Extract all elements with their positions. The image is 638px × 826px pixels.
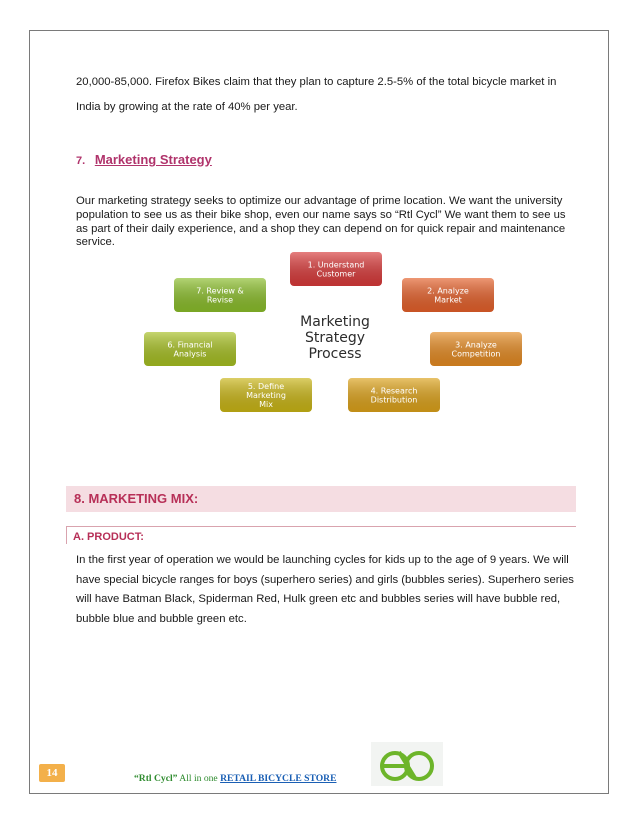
paragraph-market-size-line1: 20,000-85,000. Firefox Bikes claim that they plan to capture 2.5-5% of the total bicycle market in	[76, 76, 557, 88]
process-step-label: 6. Financial	[167, 340, 213, 350]
paragraph-market-size-line2: India by growing at the rate of 40% per year.	[76, 101, 298, 113]
footer-store-link[interactable]: RETAIL BICYCLE STORE	[220, 773, 337, 784]
section-heading-marketing-mix	[66, 486, 576, 512]
process-step-label: Analysis	[173, 349, 207, 359]
section-number: 7.	[76, 155, 86, 167]
footer-tagline	[134, 773, 337, 784]
process-step-7	[174, 278, 266, 312]
process-step-label: 3. Analyze	[455, 340, 497, 350]
process-step-label: Market	[434, 295, 462, 305]
process-step-label: Competition	[451, 349, 501, 359]
process-step-label: 7. Review &	[196, 286, 244, 296]
section-title: 8. MARKETING MIX:	[74, 491, 199, 506]
page-border	[29, 30, 609, 794]
section-title: Marketing Strategy	[94, 152, 212, 167]
process-step-6	[144, 332, 236, 366]
paragraph-product: In the first year of operation we would be launching cycles for kids up to the age of 9 years. We will have special bicycle ranges for boys (superhero series) and girls (bubbles series). Superhero series will have Batman Black, Spiderman Red, Hulk green etc and bubbles series will have bubble red, bubble blue and bubble green etc.	[76, 554, 574, 625]
process-step-5	[220, 378, 312, 412]
process-step-2	[402, 278, 494, 312]
diagram-center-line: Process	[308, 346, 362, 362]
footer-brand-quote: “Rtl Cycl”	[134, 773, 178, 784]
process-step-label: Marketing	[246, 391, 286, 400]
diagram-center-line: Strategy	[305, 330, 365, 346]
subsection-title: A. PRODUCT:	[73, 531, 144, 543]
process-step-label: Revise	[206, 295, 234, 305]
process-step-label: Customer	[316, 269, 356, 279]
subsection-heading-product	[66, 526, 576, 544]
process-step-1	[290, 252, 382, 286]
marketing-strategy-process-diagram	[140, 252, 530, 412]
diagram-center-title	[300, 314, 370, 362]
diagram-center-line: Marketing	[300, 314, 370, 330]
section-heading-marketing-strategy	[76, 152, 212, 167]
rtl-cycl-logo	[371, 742, 443, 786]
process-step-3	[430, 332, 522, 366]
process-step-label: 1. Understand	[307, 260, 365, 270]
footer-all-in-one: All in one	[177, 773, 221, 784]
page-number-badge: 14	[39, 764, 65, 782]
paragraph-marketing-strategy: Our marketing strategy seeks to optimize our advantage of prime location. We want the university population to see us as their bike shop, even our name says so “Rtl Cycl” We want them to see us as part of their daily experience, and a shop they can depend on for quick repair and maintenance service.	[76, 195, 566, 249]
process-step-label: 2. Analyze	[427, 286, 469, 296]
process-step-label: 4. Research	[370, 386, 418, 396]
process-step-4	[348, 378, 440, 412]
process-step-label: Distribution	[370, 395, 418, 405]
process-step-label: 5. Define	[247, 382, 285, 391]
process-step-label: Mix	[259, 400, 273, 409]
